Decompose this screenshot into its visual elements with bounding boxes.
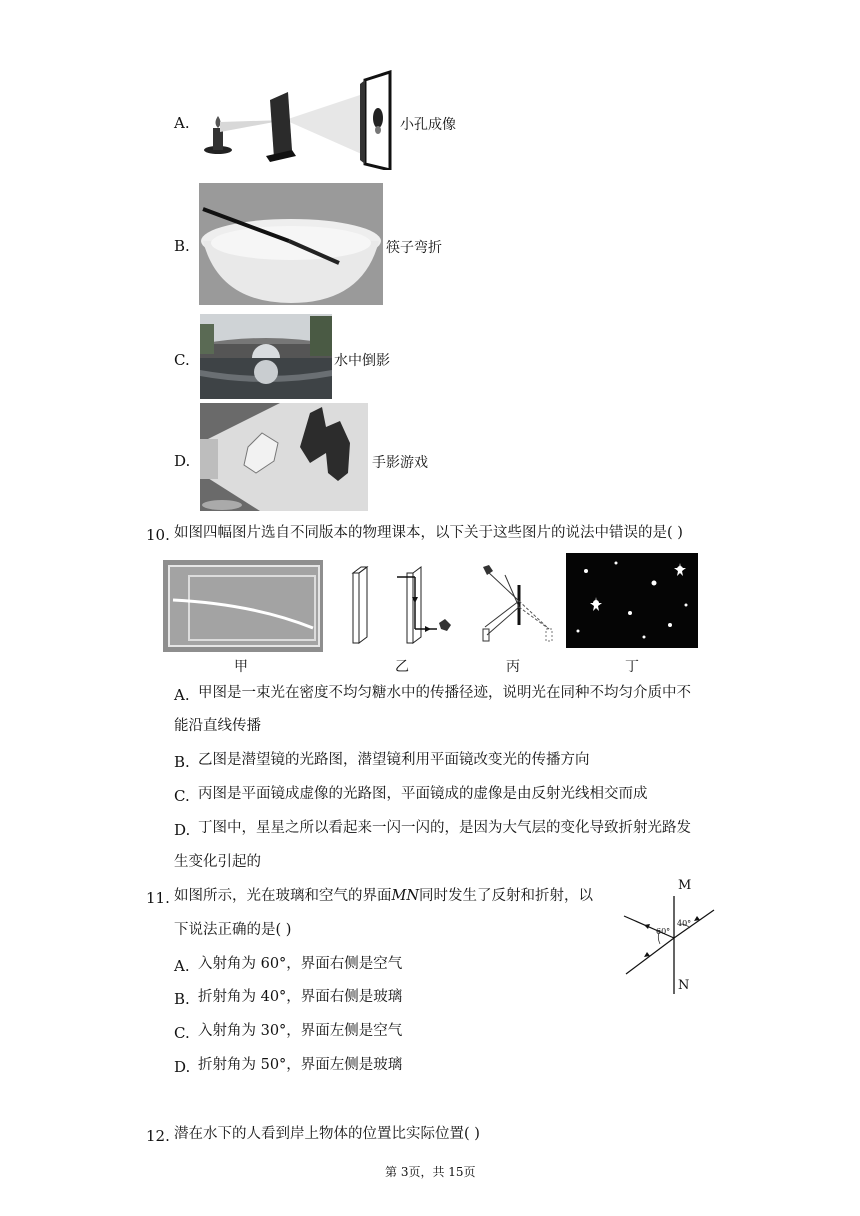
figure-label-ding: 丁 bbox=[625, 659, 639, 675]
option-letter: A. bbox=[174, 957, 190, 975]
option-letter: C. bbox=[174, 1024, 190, 1042]
question-stem: 潜在水下的人看到岸上物体的位置比实际位置( ) bbox=[174, 1126, 480, 1142]
figure-label-yi: 乙 bbox=[395, 659, 409, 675]
figure-label-bing: 丙 bbox=[506, 659, 520, 675]
diagram-angle-60: 60° bbox=[656, 927, 671, 936]
option-caption: 水中倒影 bbox=[334, 353, 390, 369]
diagram-label-m: M bbox=[678, 878, 692, 893]
option-caption: 小孔成像 bbox=[400, 117, 456, 133]
figure-label-jia: 甲 bbox=[234, 659, 248, 675]
question-number: 12. bbox=[146, 1127, 170, 1145]
figure-bing bbox=[475, 563, 561, 649]
pinhole-image-figure bbox=[200, 70, 400, 170]
option-text: 甲图是一束光在密度不均匀糖水中的传播径迹，说明光在同种不均匀介质中不 bbox=[198, 685, 691, 701]
option-text: 丁图中，星星之所以看起来一闪一闪的，是因为大气层的变化导致折射光路发 bbox=[198, 820, 691, 836]
option-letter: C. bbox=[174, 351, 190, 369]
question-stem: 如图四幅图片选自不同版本的物理课本，以下关于这些图片的说法中错误的是( ) bbox=[174, 525, 683, 541]
option-letter: A. bbox=[174, 686, 190, 704]
option-text: 折射角为 50°，界面左侧是玻璃 bbox=[198, 1057, 403, 1073]
option-caption: 手影游戏 bbox=[372, 455, 428, 471]
question-stem-cont: 下说法正确的是( ) bbox=[174, 922, 292, 938]
option-letter: C. bbox=[174, 787, 190, 805]
option-letter: A. bbox=[174, 114, 190, 132]
figure-ding bbox=[566, 553, 698, 648]
figure-jia bbox=[163, 560, 323, 652]
page-footer: 第 3页，共 15页 bbox=[385, 1165, 476, 1179]
refraction-diagram bbox=[620, 878, 720, 996]
option-caption: 筷子弯折 bbox=[386, 240, 442, 256]
math-var-mn: MN bbox=[391, 888, 420, 904]
question-number: 10. bbox=[146, 526, 170, 544]
diagram-angle-40: 40° bbox=[677, 919, 692, 928]
option-text-cont: 生变化引起的 bbox=[174, 854, 261, 870]
question-number: 11. bbox=[146, 889, 170, 907]
diagram-label-n: N bbox=[678, 978, 690, 993]
option-text-cont: 能沿直线传播 bbox=[174, 718, 261, 734]
question-stem: 如图所示，光在玻璃和空气的界面MN同时发生了反射和折射，以 bbox=[174, 888, 594, 904]
option-text: 入射角为 60°，界面右侧是空气 bbox=[198, 956, 403, 972]
option-letter: B. bbox=[174, 237, 190, 255]
option-text: 折射角为 40°，界面右侧是玻璃 bbox=[198, 989, 403, 1005]
option-letter: D. bbox=[174, 1058, 191, 1076]
bent-chopstick-figure bbox=[199, 183, 383, 305]
option-letter: B. bbox=[174, 753, 190, 771]
figure-yi bbox=[345, 563, 455, 649]
option-text: 入射角为 30°，界面左侧是空气 bbox=[198, 1023, 403, 1039]
option-text: 丙图是平面镜成虚像的光路图，平面镜成的虚像是由反射光线相交而成 bbox=[198, 786, 648, 802]
option-text: 乙图是潜望镜的光路图，潜望镜利用平面镜改变光的传播方向 bbox=[198, 752, 590, 768]
option-letter: D. bbox=[174, 821, 191, 839]
bridge-reflection-figure bbox=[200, 314, 332, 399]
option-letter: D. bbox=[174, 452, 191, 470]
hand-shadow-figure bbox=[200, 403, 368, 511]
option-letter: B. bbox=[174, 990, 190, 1008]
